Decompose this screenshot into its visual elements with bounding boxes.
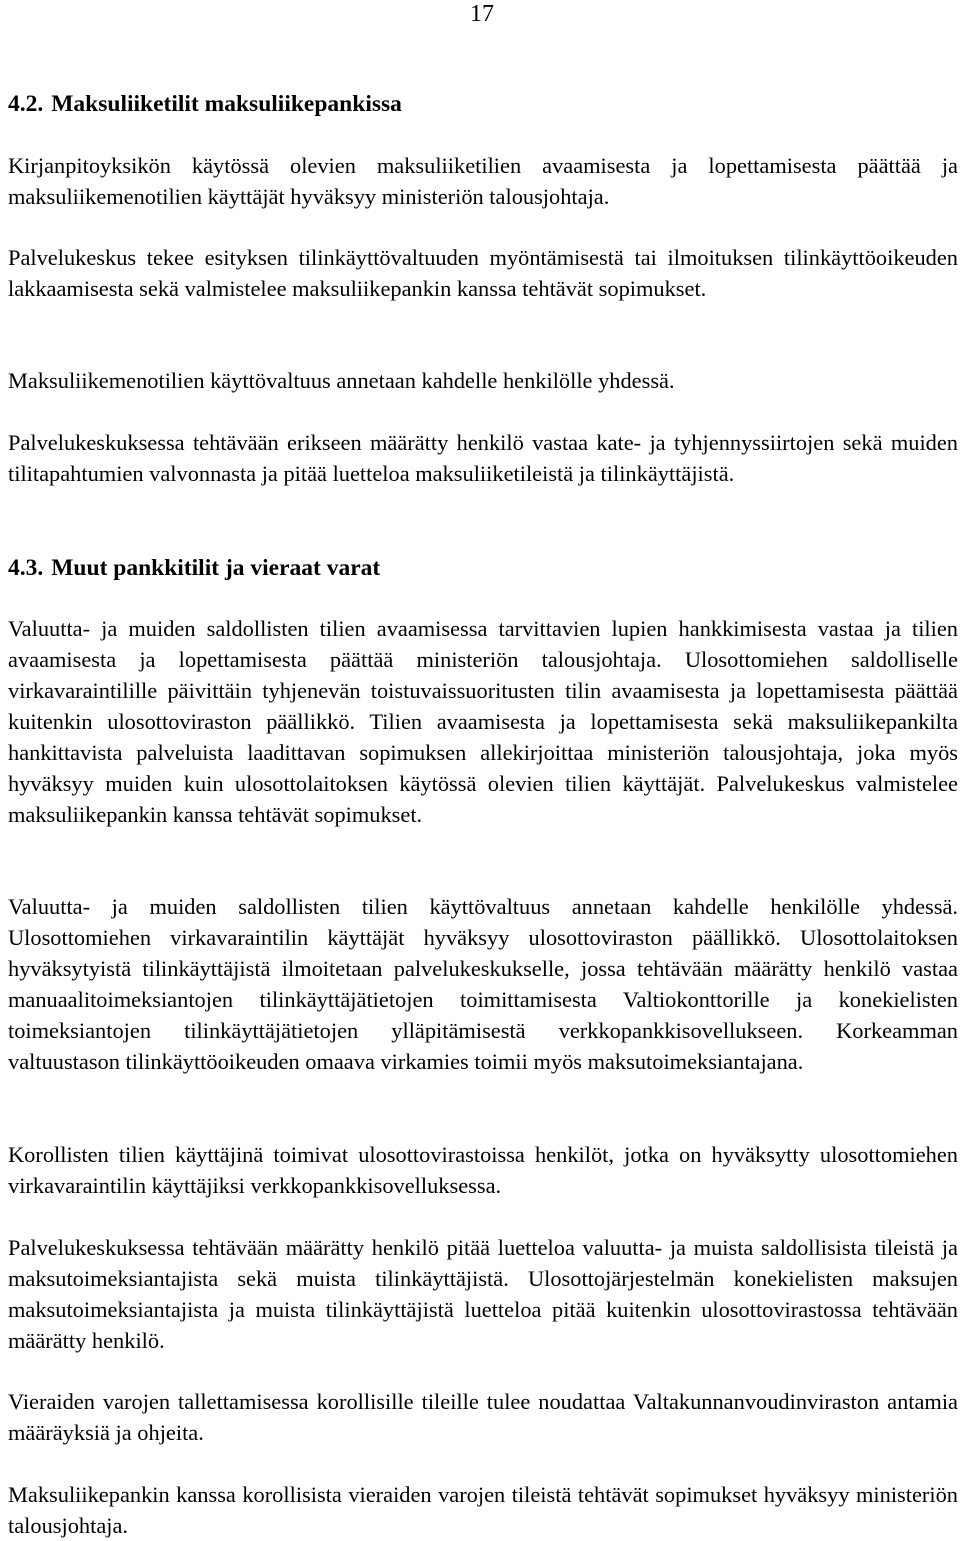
paragraph: Palvelukeskuksessa tehtävään erikseen määrätty henkilö vastaa kate- ja tyhjennyssiirtojen sekä muiden tilitapahtumien valvonnasta ja pitää luetteloa maksuliiketileistä ja tilinkäyttäjistä. (8, 430, 958, 486)
section-4-3-title: Muut pankkitilit ja vieraat varat (51, 555, 381, 581)
paragraph: Vieraiden varojen tallettamisessa korollisille tileille tulee noudattaa Valtakunnanvoudinviraston antamia määräyksiä ja ohjeita. (8, 1389, 958, 1445)
section-4-2-heading (8, 90, 402, 118)
section-4-2-title: Maksuliiketilit maksuliikepankissa (51, 91, 402, 117)
paragraph: Maksuliikepankin kanssa korollisista vieraiden varojen tileistä tehtävät sopimukset hyväksyy ministeriön talousjohtaja. (8, 1482, 958, 1538)
section-4-3-heading (8, 554, 380, 582)
paragraph: Maksuliikemenotilien käyttövaltuus annetaan kahdelle henkilölle yhdessä. (8, 368, 675, 393)
paragraph: Palvelukeskus tekee esityksen tilinkäyttövaltuuden myöntämisestä tai ilmoituksen tilinkäyttöoikeuden lakkaamisesta sekä valmistelee maksuliikepankin kanssa tehtävät sopimukset. (8, 245, 958, 301)
section-4-2-number: 4.2. (8, 91, 44, 117)
paragraph: Palvelukeskuksessa tehtävään määrätty henkilö pitää luetteloa valuutta- ja muista saldollisista tileistä ja maksutoimeksiantajista sekä muista tilinkäyttäjistä. Ulosottojärjestelmän konekielisten maksujen maksutoimeksiantajista ja muista tilinkäyttäjistä luetteloa pitää kuitenkin ulosottovirastossa tehtävään määrätty henkilö. (8, 1235, 958, 1353)
section-4-3-number: 4.3. (8, 555, 44, 581)
page-number: 17 (470, 1, 494, 27)
paragraph: Valuutta- ja muiden saldollisten tilien avaamisessa tarvittavien lupien hankkimisesta vastaa ja tilien avaamisesta ja lopettamisesta päättää ministeriön talousjohtaja. Ulosottomiehen saldolliselle virkavaraintilille päivittäin tyhjenevän toistuvaissuoritusten tilin avaamisesta ja lopettamisesta päättää kuitenkin ulosottoviraston päällikkö. Tilien avaamisesta ja lopettamisesta sekä maksuliikepankilta hankittavista palveluista laadittavan sopimuksen allekirjoittaa ministeriön talousjohtaja, joka myös hyväksyy muiden kuin ulosottolaitoksen käytössä olevien tilien käyttäjät. Palvelukeskus valmistelee maksuliikepankin kanssa tehtävät sopimukset. (8, 616, 958, 827)
paragraph: Korollisten tilien käyttäjinä toimivat ulosottovirastoissa henkilöt, jotka on hyväksytty ulosottomiehen virkavaraintilin käyttäjiksi verkkopankkisovelluksessa. (8, 1142, 958, 1198)
paragraph: Kirjanpitoyksikön käytössä olevien maksuliiketilien avaamisesta ja lopettamisesta päättää ja maksuliikemenotilien käyttäjät hyväksyy ministeriön talousjohtaja. (8, 153, 958, 209)
paragraph: Valuutta- ja muiden saldollisten tilien käyttövaltuus annetaan kahdelle henkilölle yhdessä. Ulosottomiehen virkavaraintilin käyttäjät hyväksyy ulosottoviraston päällikkö. Ulosottolaitoksen hyväksytyistä tilinkäyttäjistä ilmoitetaan palvelukeskukselle, jossa tehtävään määrätty henkilö vastaa manuaalitoimeksiantojen tilinkäyttäjätietojen toimittamisesta Valtiokonttorille ja konekielisten toimeksiantojen tilinkäyttäjätietojen ylläpitämisestä verkkopankkisovellukseen. Korkeamman valtuustason tilinkäyttöoikeuden omaava virkamies toimii myös maksutoimeksiantajana. (8, 894, 958, 1074)
